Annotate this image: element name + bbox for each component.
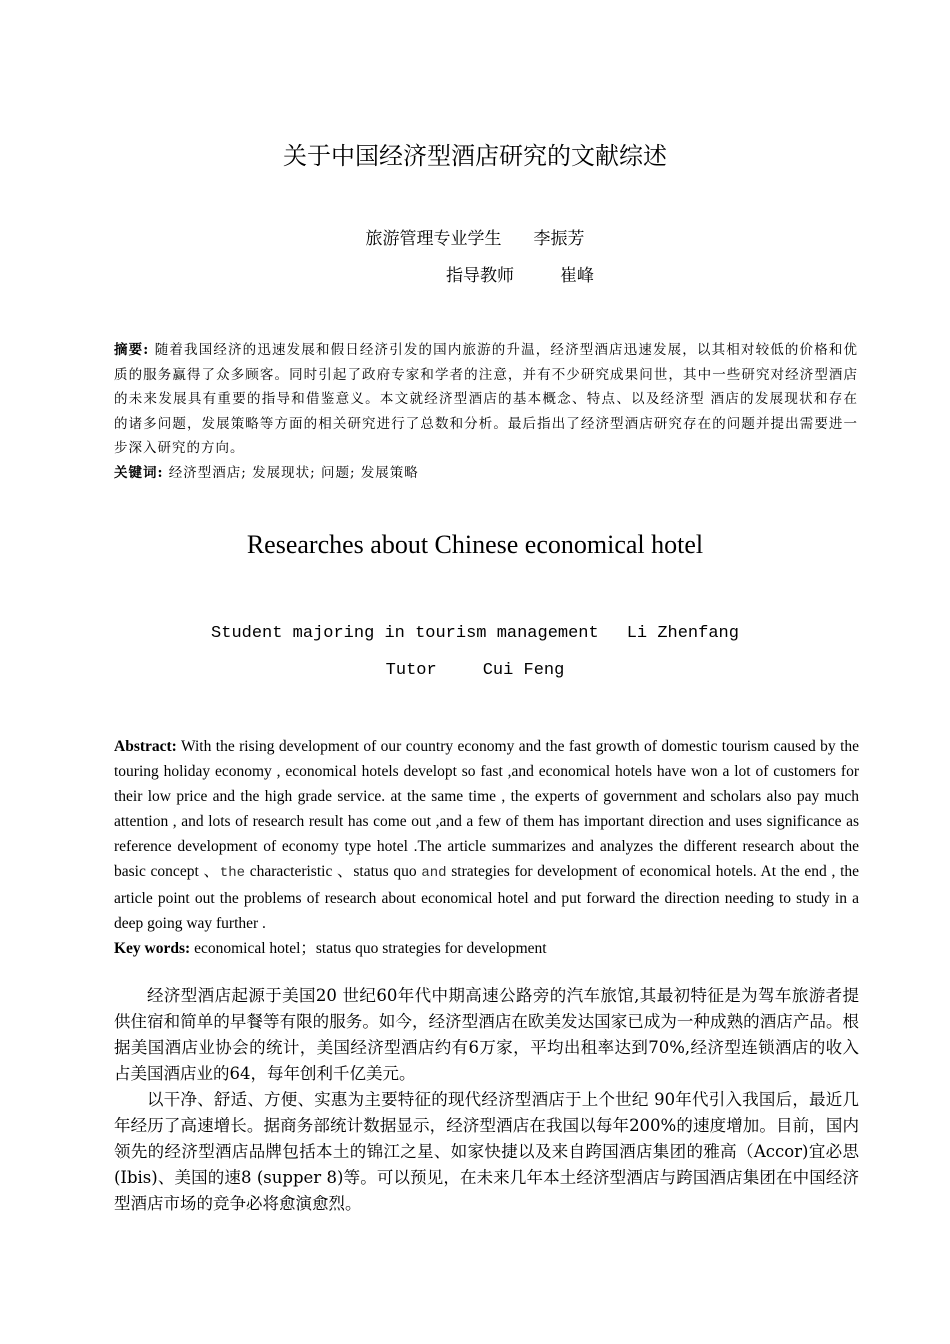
chinese-abstract-label: 摘要:	[114, 342, 150, 358]
chinese-author-line	[0, 224, 950, 249]
english-author-role: Student majoring in tourism management	[211, 624, 599, 643]
chinese-abstract-text: 随着我国经济的迅速发展和假日经济引发的国内旅游的升温，经济型酒店迅速发展，以其相对较低的价格和优质的服务赢得了众多顾客。同时引起了政府专家和学者的注意，并有不少研究成果问世，其中一些研究对经济型酒店的未来发展具有重要的指导和借鉴意义。本文就经济型酒店的基本概念、特点、以及经济型 酒店的发展现状和存在的诸多问题，发展策略等方面的相关研究进行了总数和分析。最后指出了经济型酒店研究存在的问题并提出需要进一步深入研究的方向。	[114, 342, 858, 456]
chinese-keywords-text: 经济型酒店; 发展现状; 问题; 发展策略	[163, 464, 419, 481]
english-abstract-mono-2: and	[421, 865, 447, 881]
english-keywords	[114, 936, 859, 961]
chinese-title: 关于中国经济型酒店研究的文献综述	[283, 142, 667, 170]
chinese-author-name: 李振芳	[533, 229, 585, 249]
body-paragraph-2: 以干净、舒适、方便、实惠为主要特征的现代经济型酒店于上个世纪 90年代引入我国后，最近几年经历了高速增长。据商务部统计数据显示，经济型酒店在我国以每年200%的速度增加。目前，国内领先的经济型酒店品牌包括本土的锦江之星、如家快捷以及来自跨国酒店集团的雅高（Accor)宜必思(Ibis)、美国的速8 (supper 8)等。可以预见，在未来几年本土经济型酒店与跨国酒店集团在中国经济型酒店市场的竞争必将愈演愈烈。	[114, 1090, 859, 1213]
english-keywords-text: economical hotel；status quo strategies for development	[190, 940, 547, 957]
chinese-tutor-line	[0, 261, 950, 286]
body-paragraph-1: 经济型酒店起源于美国20 世纪60年代中期高速公路旁的汽车旅馆,其最初特征是为驾车旅游者提供住宿和简单的早餐等有限的服务。如今，经济型酒店在欧美发达国家已成为一种成熟的酒店产品。根据美国酒店业协会的统计，美国经济型酒店约有6万家，平均出租率达到70%,经济型连锁酒店的收入占美国酒店业的64，每年创利千亿美元。	[114, 986, 859, 1083]
english-tutor-name: Cui Feng	[482, 661, 565, 680]
chinese-keywords	[114, 461, 858, 486]
english-abstract-text-1: With the rising development of our country economy and the fast growth of domestic tourism caused by the touring holiday economy , economical hotels developt so fast ,and economical hotels have won a lot of customers for their low price and the high grade service. at the same time , the experts of government and scholars also pay much attention , and lots of research result has come out ,and a few of them has important direction and uses significance as reference development of economy type hotel .The article summarizes and analyzes the different research about the basic concept 、	[114, 738, 859, 880]
chinese-author-role: 旅游管理专业学生	[365, 229, 502, 249]
chinese-tutor-name: 崔峰	[560, 266, 594, 286]
body-text	[114, 983, 859, 1217]
english-abstract	[114, 734, 859, 961]
english-abstract-text-2: characteristic 、status quo	[245, 863, 422, 880]
english-abstract-text-3: strategies for development of economical hotels. At the end , the article point out the problems of research about economical hotel and put forward the direction needing to study in a deep going way further .	[114, 863, 860, 932]
english-author-line	[0, 624, 950, 643]
english-keywords-label: Key words:	[114, 940, 191, 957]
english-abstract-mono-1: the	[219, 865, 246, 881]
chinese-abstract	[114, 338, 858, 485]
english-title: Researches about Chinese economical hotel	[246, 530, 704, 559]
english-author-name: Li Zhenfang	[626, 624, 739, 643]
english-tutor-line	[0, 661, 950, 680]
english-tutor-role: Tutor	[385, 661, 437, 680]
english-abstract-label: Abstract:	[114, 738, 177, 755]
chinese-tutor-role: 指导教师	[446, 266, 514, 286]
chinese-keywords-label: 关键词:	[114, 464, 164, 481]
